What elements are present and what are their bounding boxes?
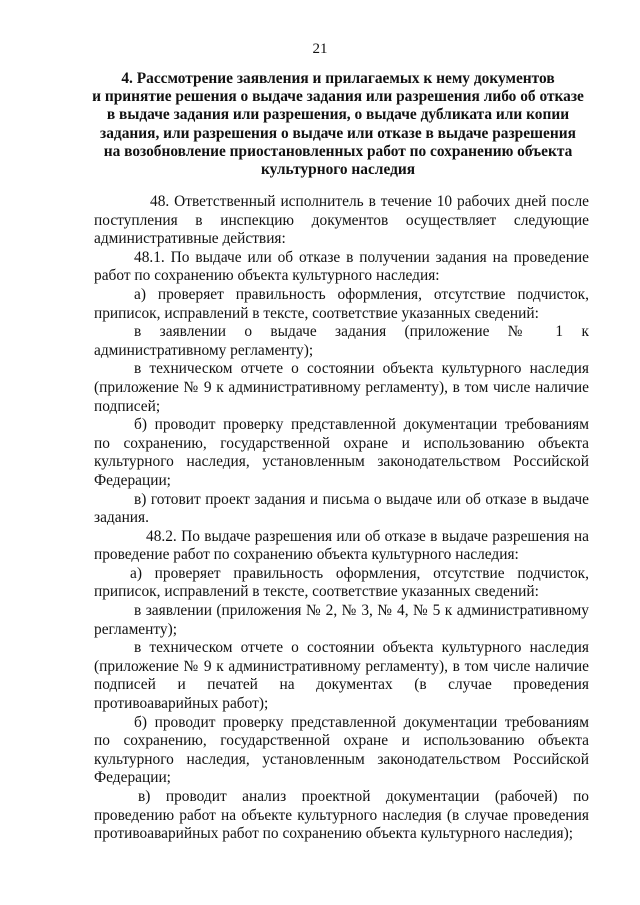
section-heading-line: культурного наследия xyxy=(260,161,416,179)
section-heading-line: на возобновление приостановленных работ по сохранению объекта xyxy=(103,142,573,160)
page-number: 21 xyxy=(312,41,328,57)
paragraph-48-2-b: б) проводит проверку представленной документации требованиям по сохранению, государственной охране и использованию объекта культурного наследия, установленным законодательством Российской Федерации; xyxy=(94,713,589,787)
paragraph-48-1-tech-report: в техническом отчете о состоянии объекта культурного наследия (приложение № 9 к административному регламенту), в том числе наличие подписей; xyxy=(94,360,589,415)
section-heading-line: и принятие решения о выдаче задания или разрешения либо об отказе xyxy=(92,88,584,106)
paragraph-48-2: 48.2. По выдаче разрешения или об отказе в выдаче разрешения на проведение работ по сохранению объекта культурного наследия: xyxy=(94,527,589,564)
paragraph-48-2-tech-report: в техническом отчете о состоянии объекта культурного наследия (приложение № 9 к административному регламенту), в том числе наличие подписей и печатей на документах (в случае проведения противоаварийных работ); xyxy=(94,639,589,713)
paragraph-48-2-v: в) проводит анализ проектной документации (рабочей) по проведению работ на объекте культурного наследия (в случае проведения противоаварийных работ по сохранению объекта культурного наследия); xyxy=(94,788,589,843)
document-body xyxy=(94,193,589,844)
paragraph-48-2-a: а) проверяет правильность оформления, отсутствие подчисток, приписок, исправлений в тексте, соответствие указанных сведений: xyxy=(94,564,589,601)
paragraph-48-1-a: а) проверяет правильность оформления, отсутствие подчисток, приписок, исправлений в тексте, соответствие указанных сведений: xyxy=(94,285,589,322)
section-heading xyxy=(88,70,588,179)
paragraph-48-1-application: в заявлении о выдаче задания (приложение № 1 к административному регламенту); xyxy=(94,323,589,359)
paragraph-48-1-b: б) проводит проверку представленной документации требованиям по сохранению, государственной охране и использованию объекта культурного наследия, установленным законодательством Российской Федерации; xyxy=(94,416,589,489)
section-heading-line: 4. Рассмотрение заявления и прилагаемых к нему документов xyxy=(121,70,555,87)
paragraph-48-1-v: в) готовит проект задания и письма о выдаче или об отказе в выдаче задания. xyxy=(94,490,589,527)
paragraph-48-1: 48.1. По выдаче или об отказе в получении задания на проведение работ по сохранению объекта культурного наследия: xyxy=(94,248,589,285)
section-heading-line: задания, или разрешения о выдаче или отказе в выдаче разрешения xyxy=(100,124,576,142)
paragraph-48: 48. Ответственный исполнитель в течение 10 рабочих дней после поступления в инспекцию документов осуществляет следующие административные действия: xyxy=(94,193,589,248)
paragraph-48-2-application: в заявлении (приложения № 2, № 3, № 4, № 5 к административному регламенту); xyxy=(94,602,589,638)
section-heading-line: в выдаче задания или разрешения, о выдаче дубликата или копии xyxy=(106,106,570,124)
